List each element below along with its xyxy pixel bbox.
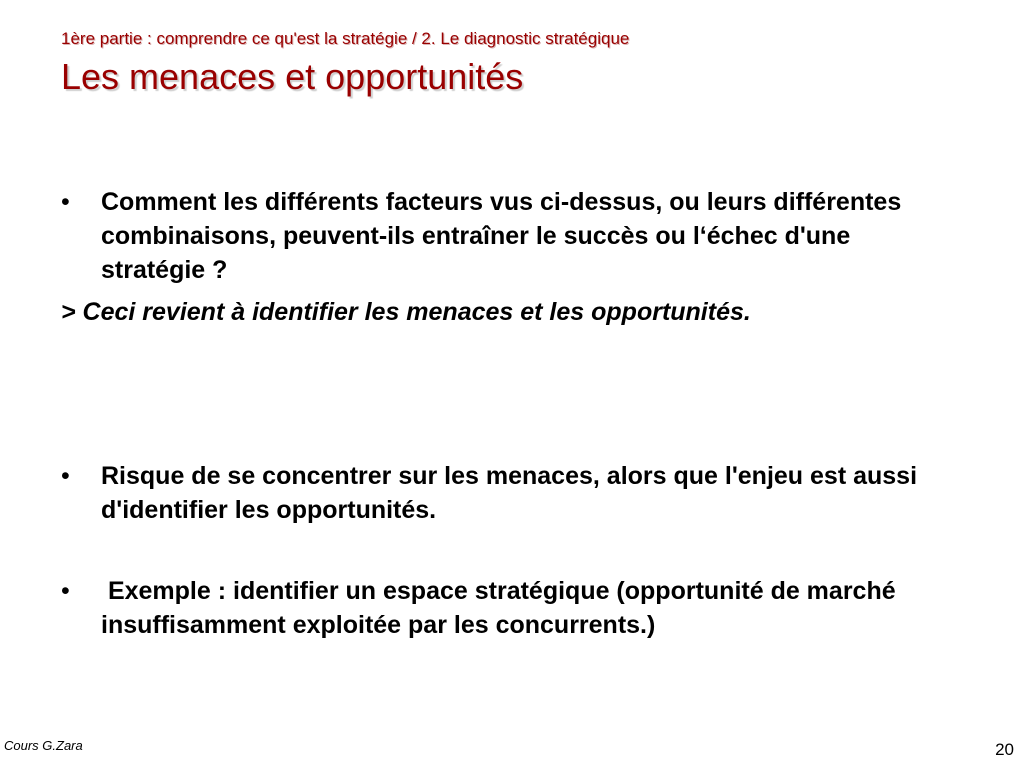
bullet-icon: • <box>61 577 70 605</box>
slide-subtitle: 1ère partie : comprendre ce qu'est la stratégie / 2. Le diagnostic stratégique <box>61 29 630 48</box>
bullet-item-1 <box>61 185 961 287</box>
bullet-item-3 <box>61 574 961 642</box>
footer-author: Cours G.Zara <box>4 738 83 753</box>
bullet-item-2 <box>61 459 961 527</box>
slide-title: Les menaces et opportunités <box>61 56 524 97</box>
bullet-text-1: Comment les différents facteurs vus ci-dessus, ou leurs différentes combinaisons, peuvent-ils entraîner le succès ou l‘échec d'une stratégie ? <box>101 188 902 284</box>
bullet-icon: • <box>61 188 70 216</box>
bullet-text-3: Exemple : identifier un espace stratégique (opportunité de marché insuffisamment exploitée par les concurrents.) <box>101 577 903 639</box>
page-number: 20 <box>995 740 1014 759</box>
bullet-text-2: Risque de se concentrer sur les menaces, alors que l'enjeu est aussi d'identifier les opportunités. <box>101 462 918 524</box>
bullet-icon: • <box>61 462 70 490</box>
conclusion-note: > Ceci revient à identifier les menaces et les opportunités. <box>61 298 751 326</box>
